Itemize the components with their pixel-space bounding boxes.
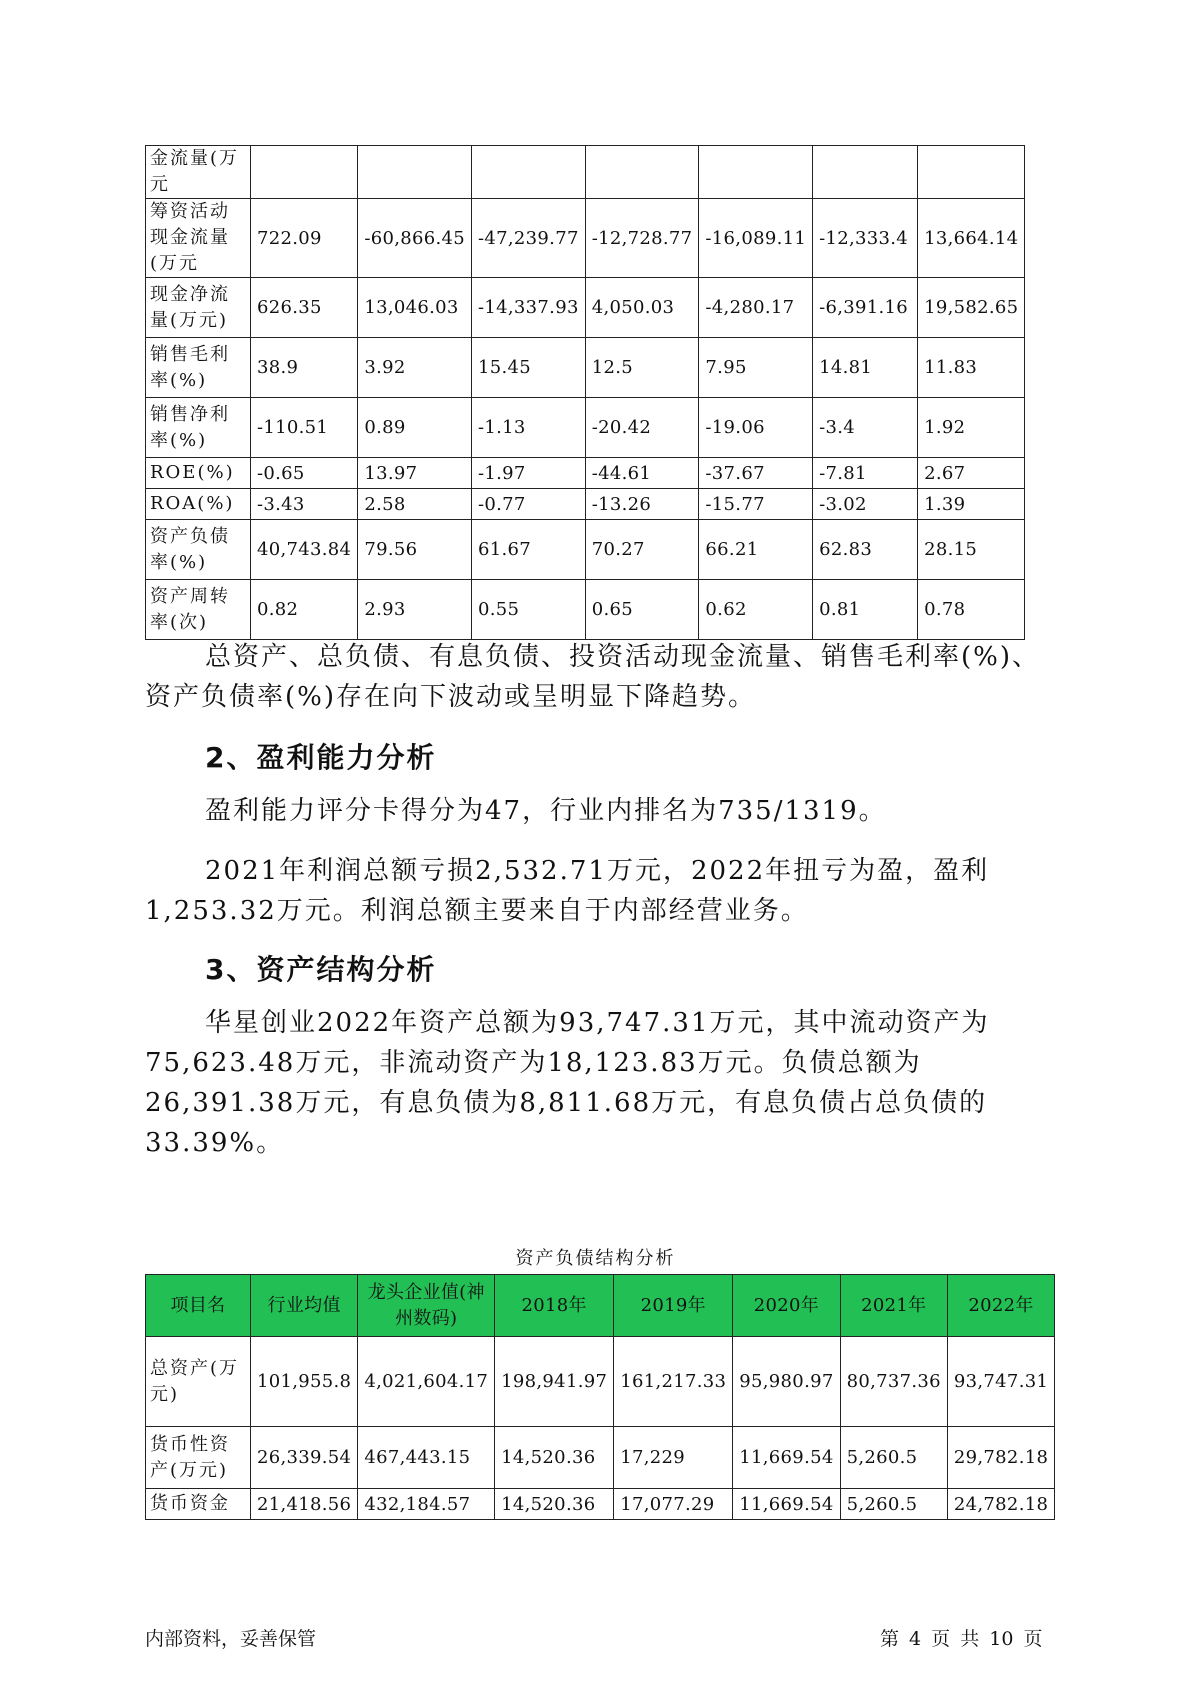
footer-page-number: 第 4 页 共 10 页 [880, 1628, 1043, 1650]
score-paragraph: 盈利能力评分卡得分为47，行业内排名为735/1319。 [205, 796, 887, 826]
table-cell: 4,050.03 [585, 278, 699, 338]
table-cell: -1.97 [472, 458, 586, 489]
table-cell: 28.15 [918, 520, 1025, 580]
table-cell: 0.89 [358, 398, 472, 458]
table-row [146, 199, 1025, 278]
table-cell: 61.67 [472, 520, 586, 580]
table-row [146, 146, 1025, 199]
table-cell: 198,941.97 [495, 1337, 614, 1427]
table-cell: -3.43 [251, 489, 358, 520]
table-cell: -3.4 [813, 398, 918, 458]
footer-confidential-note: 内部资料，妥善保管 [145, 1628, 317, 1650]
table-cell: 19,582.65 [918, 278, 1025, 338]
table-cell: 26,339.54 [251, 1427, 358, 1489]
table-cell: 1.39 [918, 489, 1025, 520]
table-cell: 0.82 [251, 580, 358, 640]
table-cell: 15.45 [472, 338, 586, 398]
table-cell: 66.21 [699, 520, 813, 580]
column-header: 行业均值 [251, 1275, 358, 1337]
table-row [146, 1337, 1055, 1427]
table-cell: 11,669.54 [733, 1489, 840, 1520]
table-header-row [146, 1275, 1055, 1337]
table-cell: 0.55 [472, 580, 586, 640]
section-heading-asset-structure: 3、资产结构分析 [205, 953, 437, 986]
table-cell: 70.27 [585, 520, 699, 580]
table-row [146, 580, 1025, 640]
trend-paragraph: 总资产、总负债、有息负债、投资活动现金流量、销售毛利率(%)、资产负债率(%)存在向下波动或呈明显下降趋势。 [145, 642, 1040, 712]
table-row [146, 1489, 1055, 1520]
table-cell: 4,021,604.17 [358, 1337, 495, 1427]
table-cell: 0.78 [918, 580, 1025, 640]
table-cell: 0.81 [813, 580, 918, 640]
table-cell: 2.58 [358, 489, 472, 520]
table-cell: 0.62 [699, 580, 813, 640]
table-cell: -16,089.11 [699, 199, 813, 278]
table-cell: -7.81 [813, 458, 918, 489]
table-cell: 13.97 [358, 458, 472, 489]
table-cell: 11,669.54 [733, 1427, 840, 1489]
table-cell [918, 146, 1025, 199]
table-cell: 14,520.36 [495, 1489, 614, 1520]
table-cell: 7.95 [699, 338, 813, 398]
table-cell: -4,280.17 [699, 278, 813, 338]
table-cell: -60,866.45 [358, 199, 472, 278]
table-cell: 24,782.18 [947, 1489, 1054, 1520]
table-cell: -14,337.93 [472, 278, 586, 338]
table-cell: 0.65 [585, 580, 699, 640]
row-label: 资产负债率(%) [146, 520, 251, 580]
column-header: 龙头企业值(神州数码) [358, 1275, 495, 1337]
table-cell: 12.5 [585, 338, 699, 398]
row-label: 筹资活动现金流量(万元 [146, 199, 251, 278]
column-header: 2020年 [733, 1275, 840, 1337]
table-cell: 80,737.36 [840, 1337, 947, 1427]
table-cell: 722.09 [251, 199, 358, 278]
table-row [146, 489, 1025, 520]
table-cell: 2.67 [918, 458, 1025, 489]
table-cell: 101,955.8 [251, 1337, 358, 1427]
table-cell: 29,782.18 [947, 1427, 1054, 1489]
table-cell: 467,443.15 [358, 1427, 495, 1489]
table-cell: 62.83 [813, 520, 918, 580]
table-cell: 14,520.36 [495, 1427, 614, 1489]
table-cell: 161,217.33 [614, 1337, 733, 1427]
table-cell: 13,046.03 [358, 278, 472, 338]
table-cell: -47,239.77 [472, 199, 586, 278]
table-row [146, 338, 1025, 398]
row-label: 销售净利率(%) [146, 398, 251, 458]
row-label: 货币资金 [146, 1489, 251, 1520]
row-label: 货币性资产(万元) [146, 1427, 251, 1489]
column-header: 2018年 [495, 1275, 614, 1337]
profit-paragraph: 2021年利润总额亏损2,532.71万元，2022年扭亏为盈，盈利1,253.32万元。利润总额主要来自于内部经营业务。 [145, 856, 990, 926]
table-cell: -44.61 [585, 458, 699, 489]
table-cell: -0.65 [251, 458, 358, 489]
table-cell: -15.77 [699, 489, 813, 520]
column-header: 2021年 [840, 1275, 947, 1337]
table-cell: -20.42 [585, 398, 699, 458]
table-cell [699, 146, 813, 199]
table-cell: -110.51 [251, 398, 358, 458]
table-cell [813, 146, 918, 199]
table-cell: -37.67 [699, 458, 813, 489]
row-label: ROE(%) [146, 458, 251, 489]
column-header: 项目名 [146, 1275, 251, 1337]
table-cell: -1.13 [472, 398, 586, 458]
table-cell: -0.77 [472, 489, 586, 520]
table-cell: 17,229 [614, 1427, 733, 1489]
table-cell: -19.06 [699, 398, 813, 458]
table-cell: 13,664.14 [918, 199, 1025, 278]
table-cell: 626.35 [251, 278, 358, 338]
row-label: 资产周转率(次) [146, 580, 251, 640]
table-cell: 5,260.5 [840, 1489, 947, 1520]
row-label: 金流量(万元 [146, 146, 251, 199]
table-cell: -6,391.16 [813, 278, 918, 338]
table-cell: 79.56 [358, 520, 472, 580]
section-heading-profitability: 2、盈利能力分析 [205, 741, 437, 774]
table-cell: 17,077.29 [614, 1489, 733, 1520]
table-row [146, 398, 1025, 458]
table-cell: 38.9 [251, 338, 358, 398]
asset-paragraph: 华星创业2022年资产总额为93,747.31万元，其中流动资产为75,623.48万元，非流动资产为18,123.83万元。负债总额为26,391.38万元，有息负债为8,811.68万元，有息负债占总负债的33.39%。 [145, 1008, 990, 1158]
asset-liability-table [145, 1274, 1055, 1520]
table-cell: -12,333.4 [813, 199, 918, 278]
table-cell: 40,743.84 [251, 520, 358, 580]
table-row [146, 520, 1025, 580]
table-row [146, 1427, 1055, 1489]
table-cell: 93,747.31 [947, 1337, 1054, 1427]
table-cell: -13.26 [585, 489, 699, 520]
table-cell [251, 146, 358, 199]
table-row [146, 458, 1025, 489]
row-label: 总资产(万元) [146, 1337, 251, 1427]
table-cell [358, 146, 472, 199]
column-header: 2019年 [614, 1275, 733, 1337]
row-label: 现金净流量(万元) [146, 278, 251, 338]
table-cell: -3.02 [813, 489, 918, 520]
table-cell: 21,418.56 [251, 1489, 358, 1520]
table-cell: 1.92 [918, 398, 1025, 458]
table-cell: 5,260.5 [840, 1427, 947, 1489]
table-row [146, 278, 1025, 338]
table-cell: 432,184.57 [358, 1489, 495, 1520]
table-cell [472, 146, 586, 199]
table-cell: -12,728.77 [585, 199, 699, 278]
table-caption: 资产负债结构分析 [515, 1248, 676, 1269]
table-cell: 95,980.97 [733, 1337, 840, 1427]
table-cell [585, 146, 699, 199]
financial-indicators-table [145, 145, 1025, 640]
row-label: ROA(%) [146, 489, 251, 520]
table-cell: 11.83 [918, 338, 1025, 398]
row-label: 销售毛利率(%) [146, 338, 251, 398]
table-cell: 14.81 [813, 338, 918, 398]
column-header: 2022年 [947, 1275, 1054, 1337]
table-cell: 3.92 [358, 338, 472, 398]
table-cell: 2.93 [358, 580, 472, 640]
